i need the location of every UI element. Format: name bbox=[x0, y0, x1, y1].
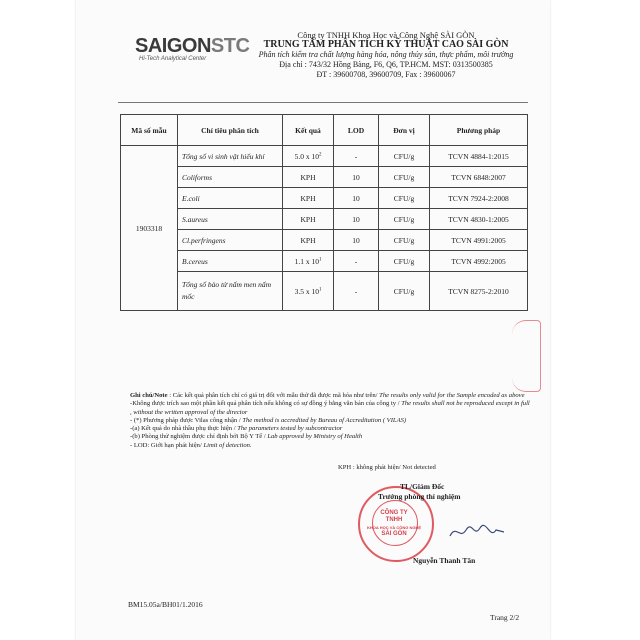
letterhead bbox=[238, 30, 534, 80]
criterion-cell: Coliforms bbox=[178, 167, 283, 188]
col-header-lod: LOD bbox=[334, 115, 379, 146]
result-cell: 5.0 x $10^2$ bbox=[283, 146, 334, 167]
result-cell: KPH bbox=[283, 209, 334, 230]
table-row bbox=[121, 251, 528, 272]
lod-cell: 10 bbox=[334, 209, 379, 230]
page-number: Trang 2/2 bbox=[490, 613, 520, 622]
lod-cell: 10 bbox=[334, 167, 379, 188]
signature-title-lab-head: Trưởng phòng thí nghiệm bbox=[378, 492, 461, 501]
company-logo bbox=[135, 35, 250, 62]
lod-cell: - bbox=[334, 146, 379, 167]
logo-accent-text: STC bbox=[210, 35, 250, 57]
method-cell: TCVN 4884-1:2015 bbox=[430, 146, 528, 167]
results-table bbox=[120, 114, 528, 311]
header-divider bbox=[118, 102, 528, 103]
result-cell: KPH bbox=[283, 167, 334, 188]
unit-cell: CFU/g bbox=[379, 188, 430, 209]
note-line: - LOD: Giới hạn phát hiện/ Limit of detection. bbox=[130, 441, 252, 449]
note-line: - (*) Phương pháp được Vilas công nhận / The method is accredited by Bureau of Accreditation ( VILAS) bbox=[130, 416, 407, 424]
lod-cell: 10 bbox=[334, 230, 379, 251]
method-cell: TCVN 4991:2005 bbox=[430, 230, 528, 251]
criterion-cell: Cl.perfringens bbox=[178, 230, 283, 251]
criterion-cell: S.aureus bbox=[178, 209, 283, 230]
method-cell: TCVN 7924-2:2008 bbox=[430, 188, 528, 209]
side-seal-stamp bbox=[512, 320, 541, 392]
table-row bbox=[121, 146, 528, 167]
handwritten-signature bbox=[448, 520, 508, 544]
table-row bbox=[121, 188, 528, 209]
note-line: -(b) Phòng thử nghiệm được chỉ định bởi Bộ Y Tế / Lab approved by Ministry of Health bbox=[130, 433, 363, 441]
table-header-row bbox=[121, 115, 528, 146]
logo-main-text: SAIGON bbox=[135, 35, 211, 57]
note-line: -Không được trích sao một phần kết quả phân tích nếu không có sự đồng ý bằng văn bản của công ty / The results shall not be reproduced except in full , without the written approval of the director bbox=[130, 400, 530, 416]
note-line: Ghi chú/Note : Các kết quả phân tích chỉ có giá trị đối với mẫu thử đã được mã hóa như trên/ The results only valid for the Sample encoded as above bbox=[130, 392, 525, 399]
criterion-cell: E.coli bbox=[178, 188, 283, 209]
method-cell: TCVN 4992:2005 bbox=[430, 251, 528, 272]
company-address: Địa chỉ : 743/32 Hồng Bàng, F6, Q6, TP.HCM. MST: 0313500385 bbox=[279, 60, 493, 69]
col-header-sample-id: Mã số mẫu bbox=[121, 115, 178, 146]
unit-cell: CFU/g bbox=[379, 230, 430, 251]
table-row bbox=[121, 209, 528, 230]
signature-title-director: TL/Giám Đốc bbox=[400, 482, 445, 491]
table-row bbox=[121, 167, 528, 188]
unit-cell: CFU/g bbox=[379, 167, 430, 188]
unit-cell: CFU/g bbox=[379, 272, 430, 311]
method-cell: TCVN 8275-2:2010 bbox=[430, 272, 528, 311]
document-page bbox=[76, 0, 550, 640]
sample-id-cell: 1903318 bbox=[121, 146, 178, 311]
criterion-cell: Tổng số vi sinh vật hiếu khí bbox=[178, 146, 283, 167]
result-cell: 1.1 x $10^1$ bbox=[283, 251, 334, 272]
unit-cell: CFU/g bbox=[379, 209, 430, 230]
result-cell: KPH bbox=[283, 188, 334, 209]
signature-block bbox=[378, 482, 461, 502]
kph-note: KPH : không phát hiện/ Not detected bbox=[338, 464, 436, 471]
table-row bbox=[121, 272, 528, 311]
criterion-cell: Tổng số bào tử nấm men nấm mốc bbox=[178, 272, 283, 311]
center-description: Phân tích kiểm tra chất lượng hàng hóa, nông thủy sản, thực phẩm, môi trường bbox=[258, 50, 514, 59]
col-header-method: Phương pháp bbox=[430, 115, 528, 146]
company-phone: ĐT : 39600708, 39600709, Fax : 39600067 bbox=[316, 70, 456, 79]
center-name: TRUNG TÂM PHÂN TÍCH KỸ THUẬT CAO SÀI GÒN bbox=[263, 39, 509, 50]
col-header-unit: Đơn vị bbox=[379, 115, 430, 146]
company-name: Công ty TNHH Khoa Học và Công Nghệ SÀI GÒN bbox=[297, 30, 475, 40]
method-cell: TCVN 6848:2007 bbox=[430, 167, 528, 188]
form-code: BM15.05a/BH01/1.2016 bbox=[128, 600, 203, 609]
unit-cell: CFU/g bbox=[379, 146, 430, 167]
criterion-cell: B.cereus bbox=[178, 251, 283, 272]
note-line: -(a) Kết quả do nhà thầu phụ thực hiện / The parameters tested by subcontractor bbox=[130, 425, 343, 433]
col-header-criterion: Chỉ tiêu phân tích bbox=[178, 115, 283, 146]
lod-cell: - bbox=[334, 251, 379, 272]
method-cell: TCVN 4830-1:2005 bbox=[430, 209, 528, 230]
result-cell: KPH bbox=[283, 230, 334, 251]
col-header-result: Kết quả bbox=[283, 115, 334, 146]
company-seal-text: CÔNG TY TNHH KHOA HỌC VÀ CÔNG NGHỆ SÀI GÒN bbox=[366, 510, 422, 537]
unit-cell: CFU/g bbox=[379, 251, 430, 272]
lod-cell: 10 bbox=[334, 188, 379, 209]
table-row bbox=[121, 230, 528, 251]
signer-name: Nguyễn Thanh Tân bbox=[413, 556, 476, 565]
logo-subtitle: Hi-Tech Analytical Center bbox=[139, 56, 207, 62]
lod-cell: - bbox=[334, 272, 379, 311]
notes-section bbox=[130, 392, 530, 450]
result-cell: 3.5 x $10^1$ bbox=[283, 272, 334, 311]
